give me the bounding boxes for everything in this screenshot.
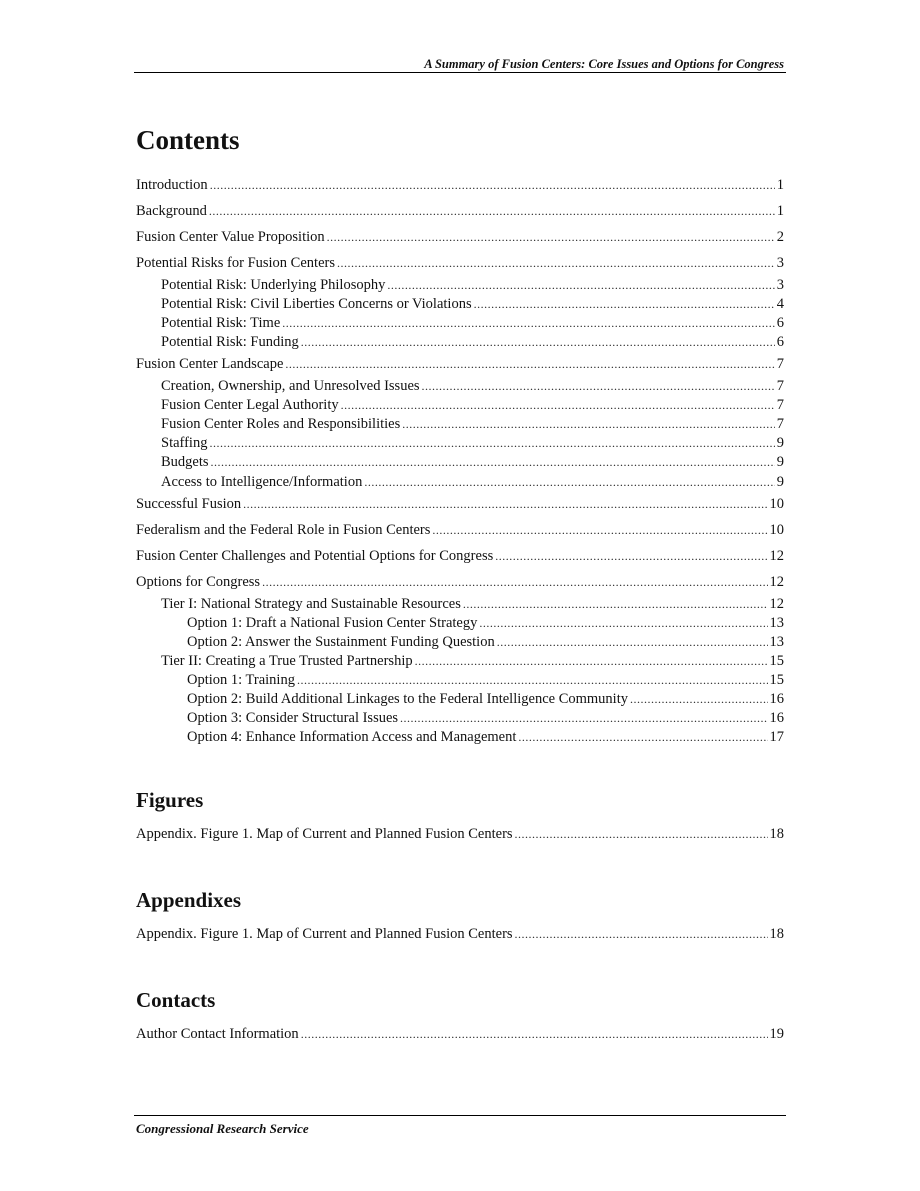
- contacts-heading: Contacts: [136, 988, 216, 1012]
- contents-heading: Contents: [136, 125, 240, 155]
- toc-entry-staffing[interactable]: Staffing ..... 9: [161, 434, 784, 453]
- toc-entry-access-intelligence[interactable]: Access to Intelligence/Information ..... 9: [161, 473, 784, 492]
- toc-entry-budgets[interactable]: Budgets ..... 9: [161, 453, 784, 472]
- appendix-entry[interactable]: Appendix. Figure 1. Map of Current and Planned Fusion Centers ..... 18: [136, 925, 784, 944]
- footer-publisher: Congressional Research Service: [136, 1121, 309, 1136]
- contact-entry[interactable]: Author Contact Information ..... 19: [136, 1025, 784, 1044]
- toc-entry-tier-two-option-1[interactable]: Option 1: Training ..... 15: [187, 671, 784, 690]
- running-title: A Summary of Fusion Centers: Core Issues and Options for Congress: [424, 57, 784, 71]
- toc-entry-risk-funding[interactable]: Potential Risk: Funding ..... 6: [161, 333, 784, 352]
- page-footer: [134, 1115, 786, 1136]
- toc-entry-risk-civil-liberties[interactable]: Potential Risk: Civil Liberties Concerns or Violations ..... 4: [161, 295, 784, 314]
- toc-entry-risk-time[interactable]: Potential Risk: Time ..... 6: [161, 314, 784, 333]
- toc-entry-tier-two[interactable]: Tier II: Creating a True Trusted Partnership ..... 15: [161, 652, 784, 671]
- toc-entry-tier-one[interactable]: Tier I: National Strategy and Sustainable Resources ..... 12: [161, 595, 784, 614]
- toc-entry-background[interactable]: Background ..... 1: [136, 202, 784, 221]
- toc-entry-legal-authority[interactable]: Fusion Center Legal Authority ..... 7: [161, 396, 784, 415]
- toc-entry-tier-two-option-3[interactable]: Option 3: Consider Structural Issues ..... 16: [187, 709, 784, 728]
- figure-entry[interactable]: Appendix. Figure 1. Map of Current and Planned Fusion Centers ..... 18: [136, 825, 784, 844]
- toc-entry-roles[interactable]: Fusion Center Roles and Responsibilities ..... 7: [161, 415, 784, 434]
- toc-entry-tier-two-option-2[interactable]: Option 2: Build Additional Linkages to the Federal Intelligence Community ..... 16: [187, 690, 784, 709]
- toc-entry-introduction[interactable]: Introduction ..... 1: [136, 176, 784, 195]
- toc-entry-creation-ownership[interactable]: Creation, Ownership, and Unresolved Issues ..... 7: [161, 377, 784, 396]
- toc-entry-tier-one-option-1[interactable]: Option 1: Draft a National Fusion Center Strategy ..... 13: [187, 614, 784, 633]
- toc-entry-potential-risks[interactable]: Potential Risks for Fusion Centers ..... 3: [136, 254, 784, 273]
- toc-entry-challenges[interactable]: Fusion Center Challenges and Potential Options for Congress ..... 12: [136, 547, 784, 566]
- toc-entry-risk-philosophy[interactable]: Potential Risk: Underlying Philosophy ..... 3: [161, 276, 784, 295]
- toc-entry-successful-fusion[interactable]: Successful Fusion ..... 10: [136, 495, 784, 514]
- toc-entry-federalism[interactable]: Federalism and the Federal Role in Fusion Centers ..... 10: [136, 521, 784, 540]
- appendixes-heading: Appendixes: [136, 888, 242, 912]
- figures-heading: Figures: [136, 788, 204, 812]
- toc-entry-landscape[interactable]: Fusion Center Landscape ..... 7: [136, 355, 784, 374]
- toc-entry-value-proposition[interactable]: Fusion Center Value Proposition ..... 2: [136, 228, 784, 247]
- toc-entry-tier-one-option-2[interactable]: Option 2: Answer the Sustainment Funding Question ..... 13: [187, 633, 784, 652]
- toc-entry-options-congress[interactable]: Options for Congress ..... 12: [136, 573, 784, 592]
- page-header: [134, 56, 786, 73]
- toc-entry-tier-two-option-4[interactable]: Option 4: Enhance Information Access and Management ..... 17: [187, 728, 784, 747]
